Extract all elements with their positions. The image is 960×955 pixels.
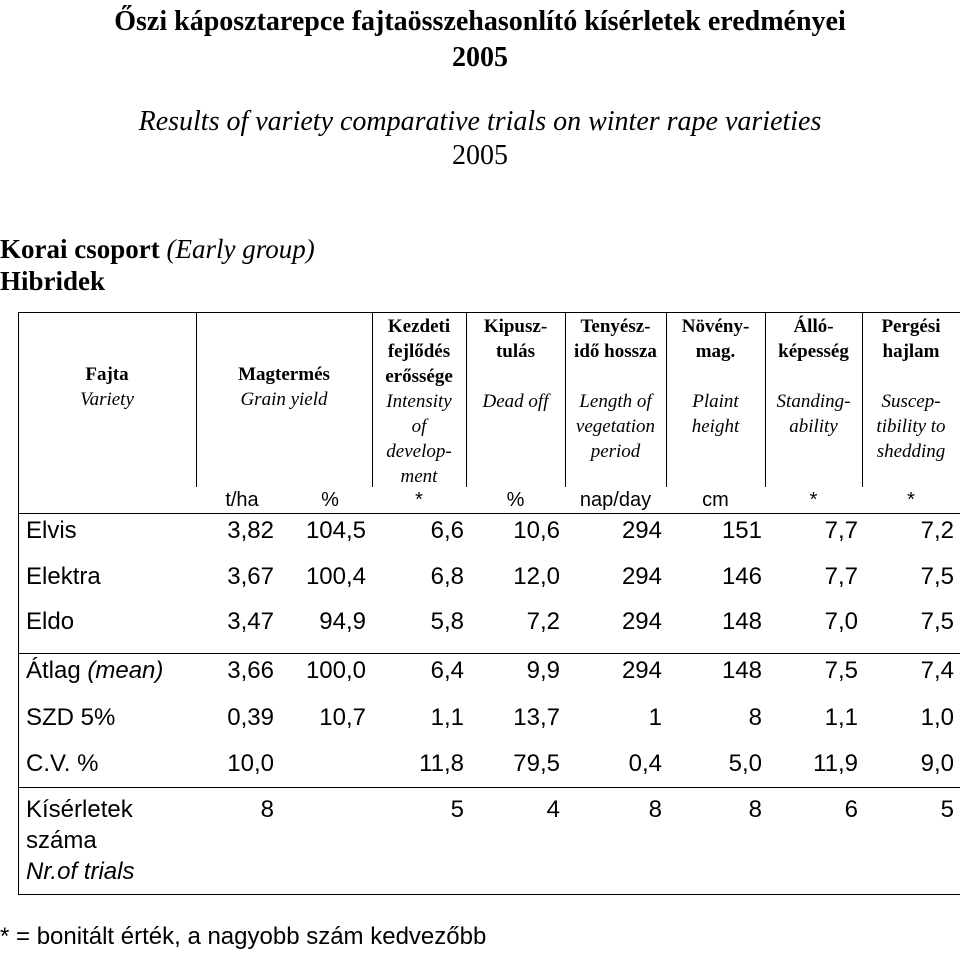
header-variety-en: Variety (80, 389, 134, 410)
table-cell: 11,8 (419, 750, 464, 777)
table-cell: 3,82 (227, 517, 274, 544)
table-cell: 11,9 (813, 750, 858, 777)
subgroup-label: Hibridek (0, 266, 106, 296)
title-hungarian: Őszi káposztarepce fajtaösszehasonlító kísérletek eredményei (114, 6, 846, 37)
trials-label-en: Nr.of trials (26, 858, 135, 885)
table-cell: 5 (940, 796, 954, 823)
table-bottom-border (18, 894, 960, 895)
row-label-en: (mean) (87, 657, 164, 684)
table-cell: 148 (721, 657, 762, 684)
table-cell: 4 (546, 796, 560, 823)
header-shedding: Pergési hajlam Suscep- tibility to shedding (876, 316, 946, 462)
table-cell: 9,0 (920, 750, 954, 777)
table-cell: 100,0 (305, 657, 366, 684)
trials-label-hu-2: száma (26, 827, 97, 854)
table-cell: 5,8 (430, 608, 464, 635)
table-cell: 0,39 (227, 704, 274, 731)
group-label-en: (Early group) (166, 234, 315, 264)
header-intensity: Kezdeti fejlődés erőssége Intensity of develop- ment (385, 316, 453, 487)
group-label-hu: Korai csoport (0, 234, 160, 264)
unit-cell: * (809, 489, 818, 511)
table-cell: 104,5 (305, 517, 366, 544)
table-cell: 6,8 (430, 563, 464, 590)
table-cell: 8 (648, 796, 662, 823)
table-cell: 8 (260, 796, 274, 823)
table-cell: 10,0 (227, 750, 274, 777)
unit-cell: nap/day (579, 489, 652, 511)
table-cell: 94,9 (319, 608, 366, 635)
unit-cell: * (907, 489, 915, 511)
table-cell: 7,7 (824, 517, 858, 544)
header-variety (18, 362, 196, 412)
row-label: SZD 5% (26, 704, 116, 731)
unit-cell: cm (702, 489, 729, 511)
table-cell: 8 (748, 796, 762, 823)
table-cell: 7,4 (920, 657, 954, 684)
table-cell: 5,0 (728, 750, 762, 777)
table-cell: 3,67 (227, 563, 274, 590)
table-cell: 10,7 (319, 704, 366, 731)
table-cell: 294 (621, 657, 662, 684)
table-cell: 146 (721, 563, 762, 590)
table-cell: 7,7 (824, 563, 858, 590)
table-cell: 5 (450, 796, 464, 823)
table-cell: 7,5 (920, 608, 954, 635)
title-english: Results of variety comparative trials on winter rape varieties (138, 106, 822, 137)
header-standing-ability: Álló- képesség Standing- ability (776, 316, 851, 437)
table-cell: 1,0 (920, 704, 954, 731)
unit-cell: t/ha (225, 489, 259, 511)
row-label: Eldo (26, 608, 75, 635)
header-vegetation-length: Tenyész- idő hossza Length of vegetation period (574, 316, 657, 462)
header-variety-hu: Fajta (85, 364, 129, 385)
unit-cell: % (506, 489, 525, 511)
table-cell: 7,5 (920, 563, 954, 590)
table-cell: 7,2 (526, 608, 560, 635)
table-cell: 6,6 (430, 517, 464, 544)
header-grain-yield-en: Grain yield (240, 389, 328, 410)
row-label (26, 656, 163, 686)
table-cell: 7,0 (824, 608, 858, 635)
table-cell: 8 (748, 704, 762, 731)
trials-label-hu: Kísérletek (26, 796, 133, 823)
header-grain-yield-hu: Magtermés (238, 364, 330, 385)
table-cell: 1 (648, 704, 662, 731)
table-cell: 6 (844, 796, 858, 823)
table-cell: 7,2 (920, 517, 954, 544)
header-dead-off: Kipusz- tulás Dead off (482, 316, 549, 412)
table-cell: 1,1 (430, 704, 464, 731)
table-cell: 294 (621, 517, 662, 544)
table-cell: 294 (621, 608, 662, 635)
table-trials-border (18, 787, 960, 788)
table-cell: 9,9 (526, 657, 560, 684)
table-cell: 7,5 (824, 657, 858, 684)
table-cell: 6,4 (430, 657, 464, 684)
table-top-border (18, 312, 960, 313)
table-cell: 3,66 (227, 657, 274, 684)
row-label-hu: Átlag (26, 657, 81, 684)
table-cell: 294 (621, 563, 662, 590)
title-english-year: 2005 (452, 140, 508, 171)
table-cell: 3,47 (227, 608, 274, 635)
header-grain-yield (196, 362, 372, 412)
footnote: * = bonitált érték, a nagyobb szám kedvezőbb (0, 923, 487, 950)
title-hungarian-year: 2005 (452, 42, 508, 73)
table-cell: 100,4 (305, 563, 366, 590)
table-cell: 148 (721, 608, 762, 635)
table-group-border (18, 653, 960, 654)
table-cell: 10,6 (513, 517, 560, 544)
unit-cell: * (415, 489, 423, 511)
table-cell: 12,0 (513, 563, 560, 590)
header-plant-height: Növény- mag. Plaint height (681, 316, 750, 437)
table-cell: 13,7 (513, 704, 560, 731)
group-label (0, 232, 315, 266)
table-cell: 1,1 (824, 704, 858, 731)
table-cell: 0,4 (628, 750, 662, 777)
row-label: C.V. % (26, 750, 99, 777)
table-cell: 151 (721, 517, 762, 544)
row-label: Elvis (26, 517, 77, 544)
table-header-border (18, 513, 960, 514)
unit-cell: % (321, 489, 339, 511)
table-cell: 79,5 (513, 750, 560, 777)
row-label: Elektra (26, 563, 101, 590)
